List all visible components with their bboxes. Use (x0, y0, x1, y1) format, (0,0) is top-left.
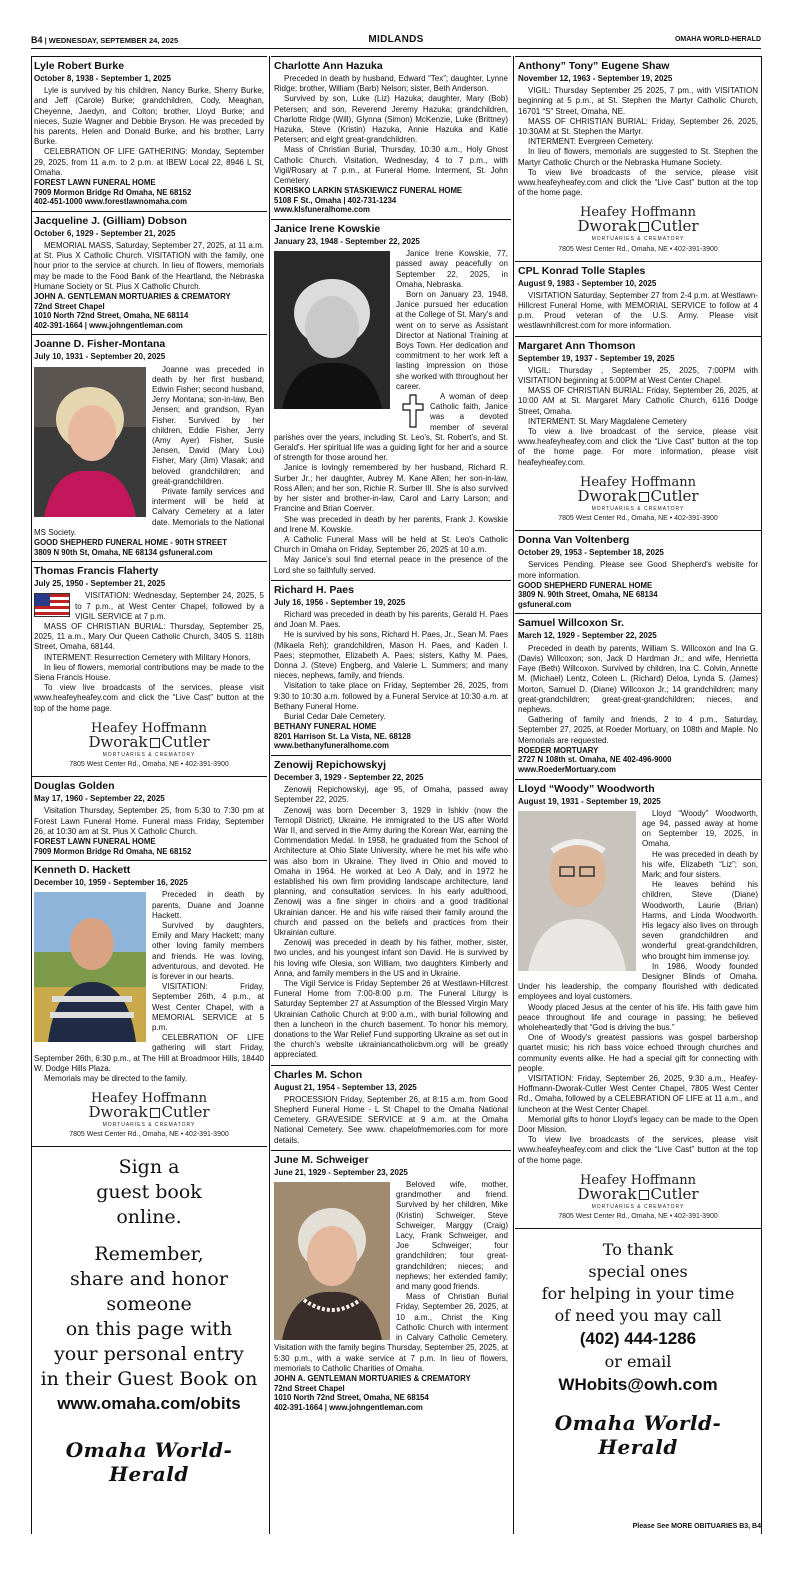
funeral-home: JOHN A. GENTLEMAN MORTUARIES & CREMATORY 72nd Street Chapel 1010 North 72nd Street, Omaha, NE 68154 402-391-1664 | www.johngentleman.com (274, 1373, 471, 1412)
column-rule (761, 56, 762, 1534)
newspaper-logo: Omaha World-Herald (65, 1438, 233, 1487)
funeral-home: FOREST LAWN FUNERAL HOME 7909 Mormon Bridge Rd Omaha, NE 68152 (34, 836, 192, 856)
section-title: MIDLANDS (368, 34, 424, 45)
obit-name: Lyle Robert Burke (34, 60, 125, 72)
obit-dates: May 17, 1960 - September 22, 2025 (34, 794, 165, 804)
obit-dates: July 10, 1931 - September 20, 2025 (34, 352, 166, 362)
funeral-home: GOOD SHEPHERD FUNERAL HOME - 90TH STREET 3809 N 90th St, Omaha, NE 68134 gsfuneral.com (34, 538, 228, 557)
funeral-home: ROEDER MORTUARY 2727 N 108th st. Omaha, NE 402-496-9000 www.RoederMortuary.com (518, 745, 672, 774)
more-obituaries-note: Please See MORE OBITUARIES B3, B4 (632, 1523, 761, 1530)
obituary-schweiger: June M. Schweiger June 21, 1929 - September 23, 2025 Beloved wife, mother, grandmother and friend. Survived by her children, Mike (Kristin) Schweiger, Steve Schweiger, Marggy (Craig) Lacy, Frank Schweiger, and Joe Schweiger; four grandchildren; four great-grandchildren; nieces; and nephews; her extended family; and many good friends. Mass of Christian Burial Friday, September 26, 2025, at 10 a.m., Christ the King Catholic Church with interment in Calvary Catholic Cemetery. Visitation with the family begins Thursday, September 25, 2025, at 5:30 p.m., with a wake service at 7 p.m. In lieu of flowers, memorials to Catholic Charities of Omaha. JOHN A. GENTLEMAN MORTUARIES & CREMATORY 72nd Street Chapel 1010 North 72nd Street, Omaha, NE 68154 402-391-1664 | www.johngentleman.com (274, 1153, 508, 1412)
obituary-hazuka: Charlotte Ann Hazuka Preceded in death by husband, Edward “Tex”; daughter, Lynne Ridge; brother, William (Barb) Nelson; sister, Beth Anderson. Survived by son, Luke (Liz) Hazuka; daughter, Mary (Bob) Petersen; and son, Reverend Jeremy Hazuka; grandchildren, Charlotte Ridge (Will), Glynna (Simon) McKenzie, Luke (Brittney) Hazuka, Steve (Kristin) Hazuka, Annie Hazuka and Katie Petersen; and eight great-grandchildren. Mass of Christian Burial, Thursday, 10:30 a.m., Holy Ghost Catholic Church. Visitation, Wednesday, 4 to 7 p.m., with Vigil/Rosary at 7 p.m., at Funeral Home. Interment, St. John Cemetery. KORISKO LARKIN STASKIEWICZ FUNERAL HOME 5108 F St., Omaha | 402-731-1234 www.klsfuneralhome.com (271, 57, 511, 220)
obit-dates: July 16, 1956 - September 19, 2025 (274, 597, 406, 607)
portrait-photo (34, 367, 146, 517)
heafey-logo: Heafey Hoffmann Dworak Cutler MORTUARIES & CREMATORY 7805 West Center Rd., Omaha, NE • 402-391-3900 (69, 1091, 229, 1139)
obit-name: Margaret Ann Thomson (518, 339, 636, 352)
funeral-home: KORISKO LARKIN STASKIEWICZ FUNERAL HOME 5108 F St., Omaha | 402-731-1234 www.klsfuneralhome.com (274, 186, 463, 215)
obits-url-link[interactable]: www.omaha.com/obits (57, 1394, 241, 1414)
funeral-home: GOOD SHEPHERD FUNERAL HOME 3809 N. 90th Street, Omaha, NE 68134 gsfuneral.com (518, 580, 658, 609)
page-number: B4 (31, 35, 43, 45)
page-date: WEDNESDAY, SEPTEMBER 24, 2025 (48, 36, 179, 45)
obituary-flaherty: Thomas Francis Flaherty July 25, 1950 - September 21, 2025 VISITATION: Wednesday, September 24, 2025, 5 to 7 p.m., at West Center Chapel, followed by a VIGIL SERVICE at 7 p.m. MASS OF CHRISTIAN BURIAL: Thursday, September 25, 2025, 11 a.m., Mary Our Queen Catholic Church, 3405 S. 118th Street, Omaha, 68144. INTERMENT: Resurrection Cemetery with Military Honors. In lieu of flowers, memorial contributions may be made to the Siena Francis House. To view live broadcasts of the services, please visit www.heafeyheafey.com and click the “Live Cast” button at the top of the home page. Heafey Hoffmann Dworak Cutler MORTUARIES & CREMATORY 7805 West Center Rd., Omaha, NE • 402-391-3900 (31, 562, 267, 777)
obit-name: Donna Van Voltenberg (518, 534, 630, 547)
obit-dates: August 21, 1954 - September 13, 2025 (274, 1082, 417, 1092)
obituary-schon: Charles M. Schon August 21, 1954 - September 13, 2025 PROCESSION Friday, September 26, at 8:15 a.m. from Good Shepherd Funeral Home - L St Chapel to the Omaha National Cemetery. GRAVESIDE SERVICE at 9 a.m. at the Omaha National Cemetery. See www. chapelofmemories.com for more details. (271, 1066, 511, 1151)
column-rule (269, 56, 270, 1534)
obituary-kowskie: Janice Irene Kowskie January 23, 1948 - September 22, 2025 Janice Irene Kowskie, 77, passed away peacefully on September 22, 2025, in Omaha, Nebraska. Born on January 23, 1948, Janice pursued her education at the College of St. Mary's and went on to serve as Assistant Director at National Training at Boys Town. Her dedication and commitment to her work left a lasting impression on those she worked with throughout her career. A woman of deep Catholic faith, Janice was a devoted member of several parishes over the years, including St. Leo's, St. Robert's, and St. Gerald's. Her spiritual life was a guiding light for her and a source of strength for those around her. Janice is lovingly remembered by her husband, Richard R. Surber Jr.; her daughter, Aubrey M. Kane Allen; her son-in-law, Ross Allen; and her son, Richie R. Surber III. She is also survived by her sister and brother-in-law, Carol and Larry Larson; and Francine and Brian Coerver. She was preceded in death by her parents, Frank J. Kowskie and Irene M. Kowskie. A Catholic Funeral Mass will be held at St. Leo's Catholic Church in Omaha on Friday, September 26, 2025 at 10 a.m. May Janice's soul find eternal peace in the presence of the Lord she so faithfully served. (271, 220, 511, 581)
obit-dates: September 19, 1937 - September 19, 2025 (518, 353, 675, 363)
portrait-photo (274, 251, 390, 409)
contact-promo: To thank special ones for helping in your time of need you may call (402) 444-1286 or email WHobits@owh.com Omaha World-Herald (515, 1229, 761, 1459)
portrait-photo (518, 811, 636, 971)
heafey-logo: Heafey Hoffmann Dworak Cutler MORTUARIES & CREMATORY 7805 West Center Rd., Omaha, NE • 402-391-3900 (69, 720, 229, 769)
obit-name: Anthony” Tony” Eugene Shaw (518, 60, 670, 72)
funeral-home: JOHN A. GENTLEMAN MORTUARIES & CREMATORY 72nd Street Chapel 1010 North 72nd Street, Omaha, NE 68114 402-391-1664 | www.johngentleman.com (34, 292, 231, 330)
column-middle (271, 56, 511, 1416)
funeral-home: FOREST LAWN FUNERAL HOME 7909 Mormon Bridge Rd Omaha, NE 68152 402-451-1000 www.forestlawnomaha.com (34, 178, 192, 207)
guest-book-promo: Sign a guest book online. Remember, share and honor someone on this page with your personal entry in their Guest Book on www.omaha.com/obits Omaha World-Herald (31, 1147, 267, 1486)
american-flag-icon (34, 593, 70, 617)
obituary-voltenberg: Donna Van Voltenberg October 29, 1953 - September 18, 2025 Services Pending. Please see Good Shepherd's website for more information. GOOD SHEPHERD FUNERAL HOME 3809 N. 90th Street, Omaha, NE 68134 gsfuneral.com (515, 531, 761, 614)
obituary-woodworth: Lloyd “Woody” Woodworth August 19, 1931 - September 19, 2025 Lloyd “Woody” Woodworth, age 94, passed away at home on September 19, 2025, in Omaha. He was preceded in death by his wife, Elizabeth “Liz”; son, Mark; and four sisters. He leaves behind his children, Steve (Diane) Woodworth, Laurie (Brian) Harms, and Linda Woodworth. His legacy also lives on through seven grandchildren and wonderful great-grandchildren, who brought him immense joy. In 1986, Woody founded Designer Blinds of Omaha. Under his leadership, the company flourished with dedicated employees and loyal customers. Woody placed Jesus at the center of his life. His faith gave him peace throughout life and courage in passing; he believed wholeheartedly that “God is driving the bus.” One of Woody's greatest passions was gospel barbershop quartet music; his rich bass voice echoed through churches and community events alike. He had a special gift for connecting with people. VISITATION: Friday, September 26, 2025, 9:30 a.m., Heafey-Hoffmann-Dworak-Cutler West Center Chapel, 7805 West Center Rd., Omaha, followed by a CELEBRATION OF LIFE at 11 a.m., and luncheon at the West Center Chapel. Memorial gifts to honor Lloyd's legacy can be made to the Open Door Mission. To view live broadcasts of the services, please visit www.heafeyheafey.com and click the “Live Cast” button at the top of the home page. Heafey Hoffmann Dworak Cutler MORTUARIES & CREMATORY 7805 West Center Rd., Omaha, NE • 402-391-3900 (515, 780, 761, 1230)
heafey-logo: Heafey Hoffmann Dworak Cutler MORTUARIES & CREMATORY 7805 West Center Rd., Omaha, NE • 402-391-3900 (558, 1172, 718, 1221)
obit-name: Thomas Francis Flaherty (34, 565, 159, 578)
obituary-dobson: Jacqueline J. (Gilliam) Dobson October 6, 1929 - September 21, 2025 MEMORIAL MASS, Saturday, September 27, 2025, at 11 a.m. at St. Pius X Catholic Church. VISITATION with the family, one hour prior to the service at church. In lieu of flowers, memorials may be made to the Food Bank of the Heartland, the Nebraska Humane Society or St. Pius X Catholic Church. JOHN A. GENTLEMAN MORTUARIES & CREMATORY 72nd Street Chapel 1010 North 72nd Street, Omaha, NE 68114 402-391-1664 | www.johngentleman.com (31, 212, 267, 336)
obit-dates: October 29, 1953 - September 18, 2025 (518, 548, 664, 558)
column-right (515, 56, 761, 1459)
phone-number[interactable]: (402) 444-1286 (579, 1329, 697, 1349)
obituary-burke: Lyle Robert Burke October 8, 1938 - September 1, 2025 Lyle is survived by his children, Nancy Burke, Sherry Burke, and Jeff (Carole) Burke; grandchildren, Cody, Meaghan, Cheyenne, Jaedyn, and Colton; brother, Lloyd Burke; and nieces, Suzie Wagner and Debbie Bryson. He was preceded by his parents, Helen and Donald Burke, and his brother, Larry Burke. CELEBRATION OF LIFE GATHERING: Monday, September 29, 2025, from 11 a.m. to 2 p.m. at IBEW Local 22, 8946 L St, Omaha. FOREST LAWN FUNERAL HOME 7909 Mormon Bridge Rd Omaha, NE 68152 402-451-1000 www.forestlawnomaha.com (31, 57, 267, 212)
obit-name: Richard H. Paes (274, 583, 354, 596)
obit-name: Janice Irene Kowskie (274, 223, 381, 236)
obit-name: Charles M. Schon (274, 1068, 363, 1081)
portrait-photo (34, 892, 146, 1042)
obituary-paes: Richard H. Paes July 16, 1956 - September 19, 2025 Richard was preceded in death by his parents, Gerald H. Paes and Joan M. Paes. He is survived by his sons, Richard H. Paes, Jr., Sean M. Paes (Mikaela Reh); grandchildren, Mason H. Paes, and Kaden I. Paes; stepmother, Elizabeth A. Paes; sisters, Kathy M. Paes, Donna J. (Steve) Engberg, and Valerie L. Summers; and many nieces, nephews, family, and friends. Visitation to take place on Friday, September 26, 2025, from 9:30 to 10:30 a.m. followed by a Funeral Service at 10:30 a.m. at Bethany Funeral Home. Burial Cedar Dale Cemetery. BETHANY FUNERAL HOME 8201 Harrison St. La Vista, NE. 68128 www.bethanyfuneralhome.com (271, 581, 511, 756)
obit-dates: June 21, 1929 - September 23, 2025 (274, 1167, 408, 1177)
obit-name: Samuel Willcoxon Sr. (518, 617, 625, 630)
obit-dates: October 8, 1938 - September 1, 2025 (34, 74, 171, 83)
obit-dates: October 6, 1929 - September 21, 2025 (34, 228, 176, 238)
obituary-willcoxon: Samuel Willcoxon Sr. March 12, 1929 - September 22, 2025 Preceded in death by parents, William S. Willcoxon and Ina G. (Davis) Willcoxon; son, Jack D Hardman Jr.; and wife, Henrietta Faye (Beth) Willcoxon. Survived by children, Ina C. Colvin, Annette M. (Michael) Lentz, Coleen L. (Richard) Deloa, Lynda S. (James) Morton, Samuel D. (Diane) Willcoxon Jr.; 14 grandchildren; many great-grandchildren; great-great-grandchildren; nieces, and nephews. Gathering of family and friends, 2 to 4 p.m., Saturday, September 27, 2025, at Roeder Mortuary, on 108th and Maple. No Memorials are requested. ROEDER MORTUARY 2727 N 108th st. Omaha, NE 402-496-9000 www.RoederMortuary.com (515, 614, 761, 779)
funeral-home: BETHANY FUNERAL HOME 8201 Harrison St. La Vista, NE. 68128 www.bethanyfuneralhome.com (274, 722, 411, 751)
obit-dates: January 23, 1948 - September 22, 2025 (274, 237, 420, 247)
obit-name: Joanne D. Fisher-Montana (34, 338, 166, 351)
obit-name: Kenneth D. Hackett (34, 864, 131, 877)
obituary-shaw: Anthony” Tony” Eugene Shaw November 12, 1963 - September 19, 2025 VIGIL: Thursday September 25 2025, 7 pm., with VISITATION beginning at 5 p.m., at St. Stephen the Martyr Catholic Church, 16701 “S” Street, Omaha, NE. MASS OF CHRISTIAN BURIAL: Friday, September 26, 2025, 10:30AM at St. Stephen the Martyr. INTERMENT: Evergreen Cemetery. In lieu of flowers, memorials are suggested to St. Stephen the Martyr Catholic Church or the Nebraska Humane Society. To view live broadcasts of the service, please visit www.heafeyheafey.com and click the “Live Cast” button at the top of the home page. Heafey Hoffmann Dworak Cutler MORTUARIES & CREMATORY 7805 West Center Rd., Omaha, NE • 402-391-3900 (515, 57, 761, 262)
obituary-hackett: Kenneth D. Hackett December 10, 1959 - September 16, 2025 Preceded in death by parents, Duane and Joanne Hackett. Survived by daughters, Emily and Mary Hackett; many other loving family members and friends. He was loving, adventurous, and devoted. He is forever in our hearts. VISITATION: Friday, September 26th, 4 p.m., at West Center Chapel, with a MEMORIAL SERVICE at 5 p.m. CELEBRATION OF LIFE gathering will start Friday, September 26th, 6:30 p.m., at The Hill at Broadmoor Hills, 18440 W. Dodge Hills Plaza. Memorials may be directed to the family. Heafey Hoffmann Dworak Cutler MORTUARIES & CREMATORY 7805 West Center Rd., Omaha, NE • 402-391-3900 (31, 861, 267, 1147)
obituary-fisher-montana: Joanne D. Fisher-Montana July 10, 1931 - September 20, 2025 Joanne was preceded in death by her first husband, Edwin Fisher; second husband, Jerry Montana; son-in-law, Ben Jensen; and grandson, Ryan Fisher. Survived by her children, Eddie Fisher, Jerry (Amy Ayer) Fisher, Susie Jensen, David (Mary Lou) Fisher, Mary (Jim) Vlasak; and beloved grandchildren; and great-grandchildren. Private family services and interment will be held at Calvary Cemetery at a later date. Memorials to the National MS Society. GOOD SHEPHERD FUNERAL HOME - 90TH STREET 3809 N 90th St, Omaha, NE 68134 gsfuneral.com (31, 335, 267, 562)
obituary-repichowskyj: Zenowij Repichowskyj December 3, 1929 - September 22, 2025 Zenowij Repichowskyj, age 95, of Omaha, passed away September 22, 2025. Zenowij was born December 3, 1929 in Ishkiv (now the Ternopil District), Ukraine. He immigrated to the US after World War II, and served in the Army during the Korean War, earning the Commendation Medal. In 1958, he graduated from the School of Architecture at Ohio State University, where he met his wife who was also born in Ukraine. They lived in Ohio and moved to Omaha in 1964. He worked at Leo A Daly, and in 1972 he established his own firm providing landscape architecture, land planning, and consultation services. In his early adulthood, Zenowij was a fine singer in choirs and a good traditional Ukrainian dancer. He and his wife raised their family around the church and passed on the beliefs and practices from their Ukrainian culture. Zenowij was preceded in death by his father, mother, sister, two uncles, and his youngest infant son David. He is survived by his loving wife Olesia, son William, two daughters Kimberly and Anna, and family members in the US and in Ukraine. The Vigil Service is Friday September 26 at Westlawn-Hillcrest Funeral Home from 7:00-8:00 p.m. The Funeral Liturgy is Saturday September 27 at Assumption of the Blessed Virgin Mary Ukrainian Catholic Church at 9:00 a.m., with burial following and then a luncheon in the church basement. To honor his memory, donations to the War Relief Fund supporting Ukraine as set out in the church's website ukrainiancatholicbvm.org will be greatly appreciated. (271, 756, 511, 1066)
obit-dates: December 10, 1959 - September 16, 2025 (34, 878, 188, 888)
obit-dates: August 9, 1983 - September 10, 2025 (518, 278, 657, 288)
obit-dates: March 12, 1929 - September 22, 2025 (518, 631, 657, 641)
obit-dates: November 12, 1963 - September 19, 2025 (518, 74, 673, 83)
obit-name: CPL Konrad Tolle Staples (518, 264, 646, 277)
portrait-photo (274, 1182, 390, 1340)
obit-dates: July 25, 1950 - September 21, 2025 (34, 579, 166, 589)
obit-name: Douglas Golden (34, 780, 115, 793)
heafey-logo: Heafey Hoffmann Dworak Cutler MORTUARIES & CREMATORY 7805 West Center Rd., Omaha, NE • 402-391-3900 (558, 205, 718, 253)
email-link[interactable]: WHobits@owh.com (558, 1375, 718, 1395)
column-rule (513, 56, 514, 1534)
obit-name: Zenowij Repichowskyj (274, 758, 387, 771)
obit-name: Charlotte Ann Hazuka (274, 60, 383, 72)
obit-dates: December 3, 1929 - September 22, 2025 (274, 772, 424, 782)
obituary-staples: CPL Konrad Tolle Staples August 9, 1983 - September 10, 2025 VISITATION Saturday, September 27 from 2-4 p.m. at Westlawn-Hillcrest Funeral Home, with MEMORIAL SERVICE to follow at 4 p.m. Proud veteran of the U.S. Army. Please visit westlawnhillcrest.com for more information. (515, 262, 761, 337)
obit-dates: August 19, 1931 - September 19, 2025 (518, 796, 661, 806)
obit-name: Jacqueline J. (Gilliam) Dobson (34, 214, 187, 227)
obituary-golden: Douglas Golden May 17, 1960 - September 22, 2025 Visitation Thursday, September 25, from 5:30 to 7:30 pm at Forest Lawn Funeral Home. Funeral mass Friday, September 26, at 10:30 am at St. Pius X Catholic Church. FOREST LAWN FUNERAL HOME 7909 Mormon Bridge Rd Omaha, NE 68152 (31, 777, 267, 861)
column-left (31, 56, 267, 1486)
obit-name: Lloyd “Woody” Woodworth (518, 782, 655, 795)
cross-icon (402, 394, 424, 428)
page-header: B4 | WEDNESDAY, SEPTEMBER 24, 2025 MIDLANDS OMAHA WORLD-HERALD (31, 34, 761, 49)
obituary-thomson: Margaret Ann Thomson September 19, 1937 - September 19, 2025 VIGIL: Thursday , September 25, 2025, 7:00PM with VISITATION beginning at 5:00PM at West Center Chapel. MASS OF CHRISTIAN BURIAL: Friday, September 26, 2025, at 10:00 AM at St. Margaret Mary Catholic Church, 6116 Dodge Street, Omaha. INTERMENT: St. Mary Magdalene Cemetery To view a live broadcast of the service, please visit www.heafeyheafey.com and click the “Live Cast” button at the top of the home page. For more information, please visit heafeyheafey.com. Heafey Hoffmann Dworak Cutler MORTUARIES & CREMATORY 7805 West Center Rd., Omaha, NE • 402-391-3900 (515, 337, 761, 531)
obit-name: June M. Schweiger (274, 1153, 369, 1166)
newspaper-logo: Omaha World-Herald (554, 1411, 722, 1460)
paper-name: OMAHA WORLD-HERALD (674, 36, 761, 43)
heafey-logo: Heafey Hoffmann Dworak Cutler MORTUARIES & CREMATORY 7805 West Center Rd., Omaha, NE • 402-391-3900 (558, 474, 718, 523)
